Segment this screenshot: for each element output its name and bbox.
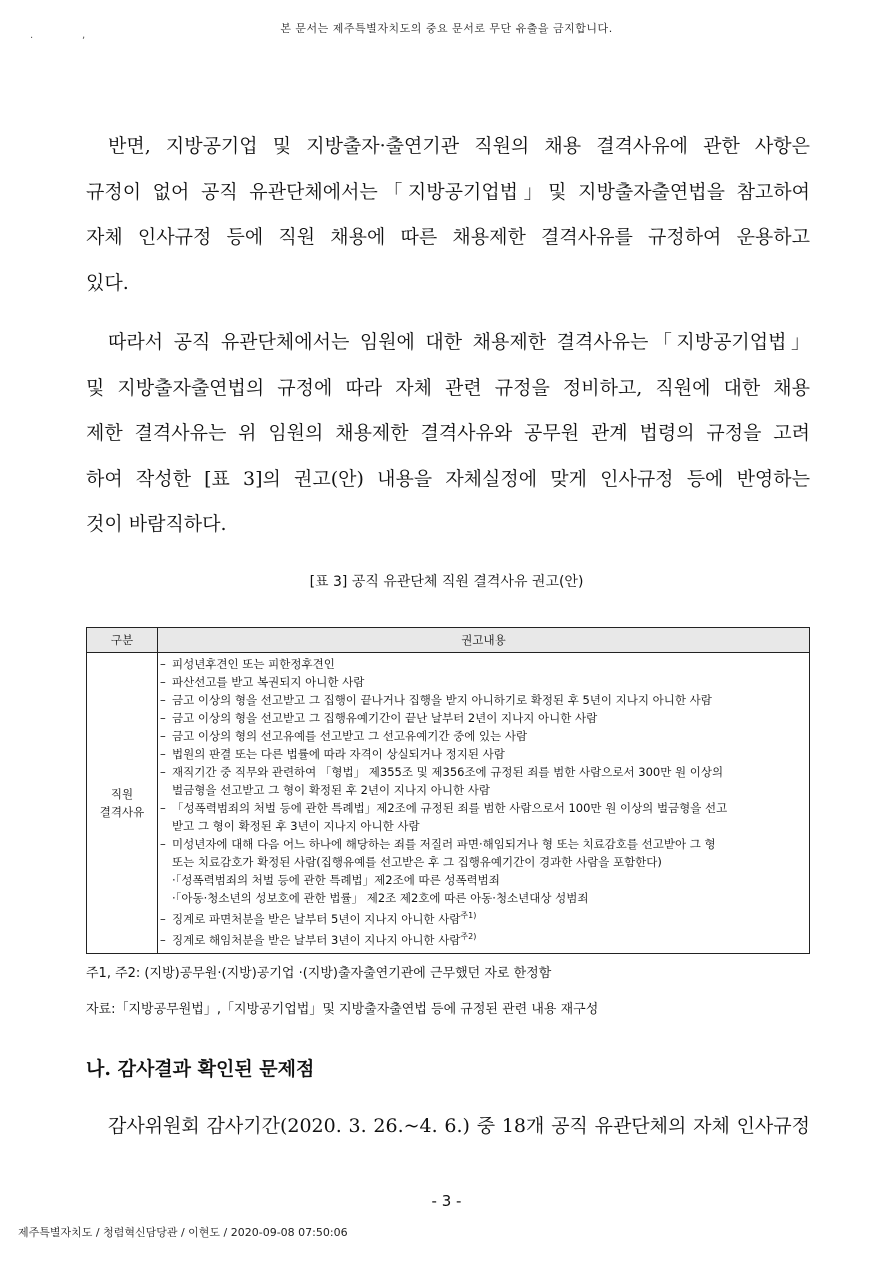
paragraph-1 — [86, 124, 810, 306]
paragraph-line: 감사위원회 감사기간(2020. 3. 26.~4. 6.) 중 18개 공직 유관단체의 자체 인사규정 — [108, 1115, 810, 1137]
list-item-continued: 받고 그 형이 확정된 후 3년이 지나지 아니한 사람 — [172, 819, 420, 833]
paragraph-3 — [86, 1104, 810, 1150]
list-item: – 「성폭력범죄의 처벌 등에 관한 특례법」제2조에 규정된 죄를 범한 사람으로서 100만 원 이상의 벌금형을 선고 — [160, 801, 728, 815]
section-title: 나. 감사결과 확인된 문제점 — [86, 1058, 315, 1080]
sub-item: ·「성폭력범죄의 처벌 등에 관한 특례법」제2조에 따른 성폭력범죄 — [172, 873, 500, 887]
footnote-marker: 주2) — [460, 931, 477, 941]
source-note: 자료:「지방공무원법」,「지방공기업법」및 지방출자출연법 등에 규정된 관련 내용 재구성 — [86, 1002, 599, 1017]
paragraph-line: 제한 결격사유는 위 임원의 채용제한 결격사유와 공무원 관계 법령의 규정을 고려 — [86, 422, 810, 444]
list-item: – 금고 이상의 형의 선고유예를 선고받고 그 선고유예기간 중에 있는 사람 — [160, 729, 528, 743]
category-label: 직원 — [110, 786, 134, 801]
category-cell — [87, 653, 158, 954]
list-item: – 피성년후견인 또는 피한정후견인 — [160, 657, 335, 671]
footnote-marker: 주1) — [460, 911, 477, 920]
confidential-notice: 본 문서는 제주특별자치도의 중요 문서로 무단 유출을 금지합니다. — [280, 22, 613, 35]
paragraph-line: 및 지방출자출연법의 규정에 따라 자체 관련 규정을 정비하고, 직원에 대한 채용 — [86, 376, 810, 399]
table-row — [87, 653, 810, 954]
list-item-continued: 또는 치료감호가 확정된 사람(집행유예를 선고받은 후 그 집행유예기간이 경과한 사람을 포함한다) — [172, 855, 662, 869]
paragraph-line: 자체 인사규정 등에 직원 채용에 따른 채용제한 결격사유를 규정하여 운용하고 — [86, 226, 810, 248]
paragraph-line: 따라서 공직 유관단체에서는 임원에 대한 채용제한 결격사유는「지방공기업법」 — [108, 331, 810, 353]
paragraph-line: 반면, 지방공기업 및 지방출자·출연기관 직원의 채용 결격사유에 관한 사항은 — [108, 135, 810, 157]
page-number: - 3 - — [431, 1192, 462, 1210]
table-header-row — [87, 628, 810, 653]
scan-mark: . — [30, 30, 34, 41]
paragraph-line: 있다. — [86, 271, 129, 294]
paragraph-line: 하여 작성한 [표 3]의 권고(안) 내용을 자체실정에 맞게 인사규정 등에 반영하는 — [86, 467, 810, 490]
paragraph-line: 것이 바람직하다. — [86, 513, 227, 535]
category-label: 결격사유 — [99, 804, 145, 819]
list-item: – 재직기간 중 직무와 관련하여 「형법」 제355조 및 제356조에 규정된 죄를 범한 사람으로서 300만 원 이상의 — [160, 765, 724, 779]
paragraph-2 — [86, 320, 810, 548]
print-footer: 제주특별자치도 / 청렴혁신담당관 / 이현도 / 2020-09-08 07:50:06 — [18, 1226, 348, 1239]
list-item: – 금고 이상의 형을 선고받고 그 집행이 끝나거나 집행을 받지 아니하기로 확정된 후 5년이 지나지 아니한 사람 — [160, 693, 712, 707]
scan-mark: , — [82, 30, 86, 41]
list-item: – 미성년자에 대해 다음 어느 하나에 해당하는 죄를 저질러 파면·해임되거나 형 또는 치료감호를 선고받아 그 형 — [160, 837, 716, 851]
list-item: – 징계로 해임처분을 받은 날부터 3년이 지나지 아니한 사람$^{주2)}$ — [160, 931, 477, 947]
sub-item: ·「아동·청소년의 성보호에 관한 법률」 제2조 제2호에 따른 아동·청소년대상 성범죄 — [172, 891, 589, 905]
content-cell — [158, 653, 810, 954]
header-content: 권고내용 — [158, 628, 810, 653]
list-item-continued: 벌금형을 선고받고 그 형이 확정된 후 2년이 지나지 아니한 사람 — [172, 783, 490, 797]
list-item: – 징계로 파면처분을 받은 날부터 5년이 지나지 아니한 사람$^{주1)}$ — [160, 911, 477, 926]
paragraph-line: 규정이 없어 공직 유관단체에서는「지방공기업법」및 지방출자출연법을 참고하여 — [86, 180, 810, 203]
footnote: 주1, 주2: (지방)공무원·(지방)공기업 ·(지방)출자출연기관에 근무했던 자로 한정함 — [86, 966, 552, 981]
table-caption: [표 3] 공직 유관단체 직원 결격사유 권고(안) — [309, 574, 584, 590]
recommendation-table — [86, 627, 810, 954]
header-category: 구분 — [87, 628, 158, 653]
list-item: – 법원의 판결 또는 다른 법률에 따라 자격이 상실되거나 정지된 사람 — [160, 747, 505, 761]
list-item: – 금고 이상의 형을 선고받고 그 집행유예기간이 끝난 날부터 2년이 지나지 아니한 사람 — [160, 711, 598, 725]
list-item: – 파산선고를 받고 복권되지 아니한 사람 — [160, 675, 365, 689]
